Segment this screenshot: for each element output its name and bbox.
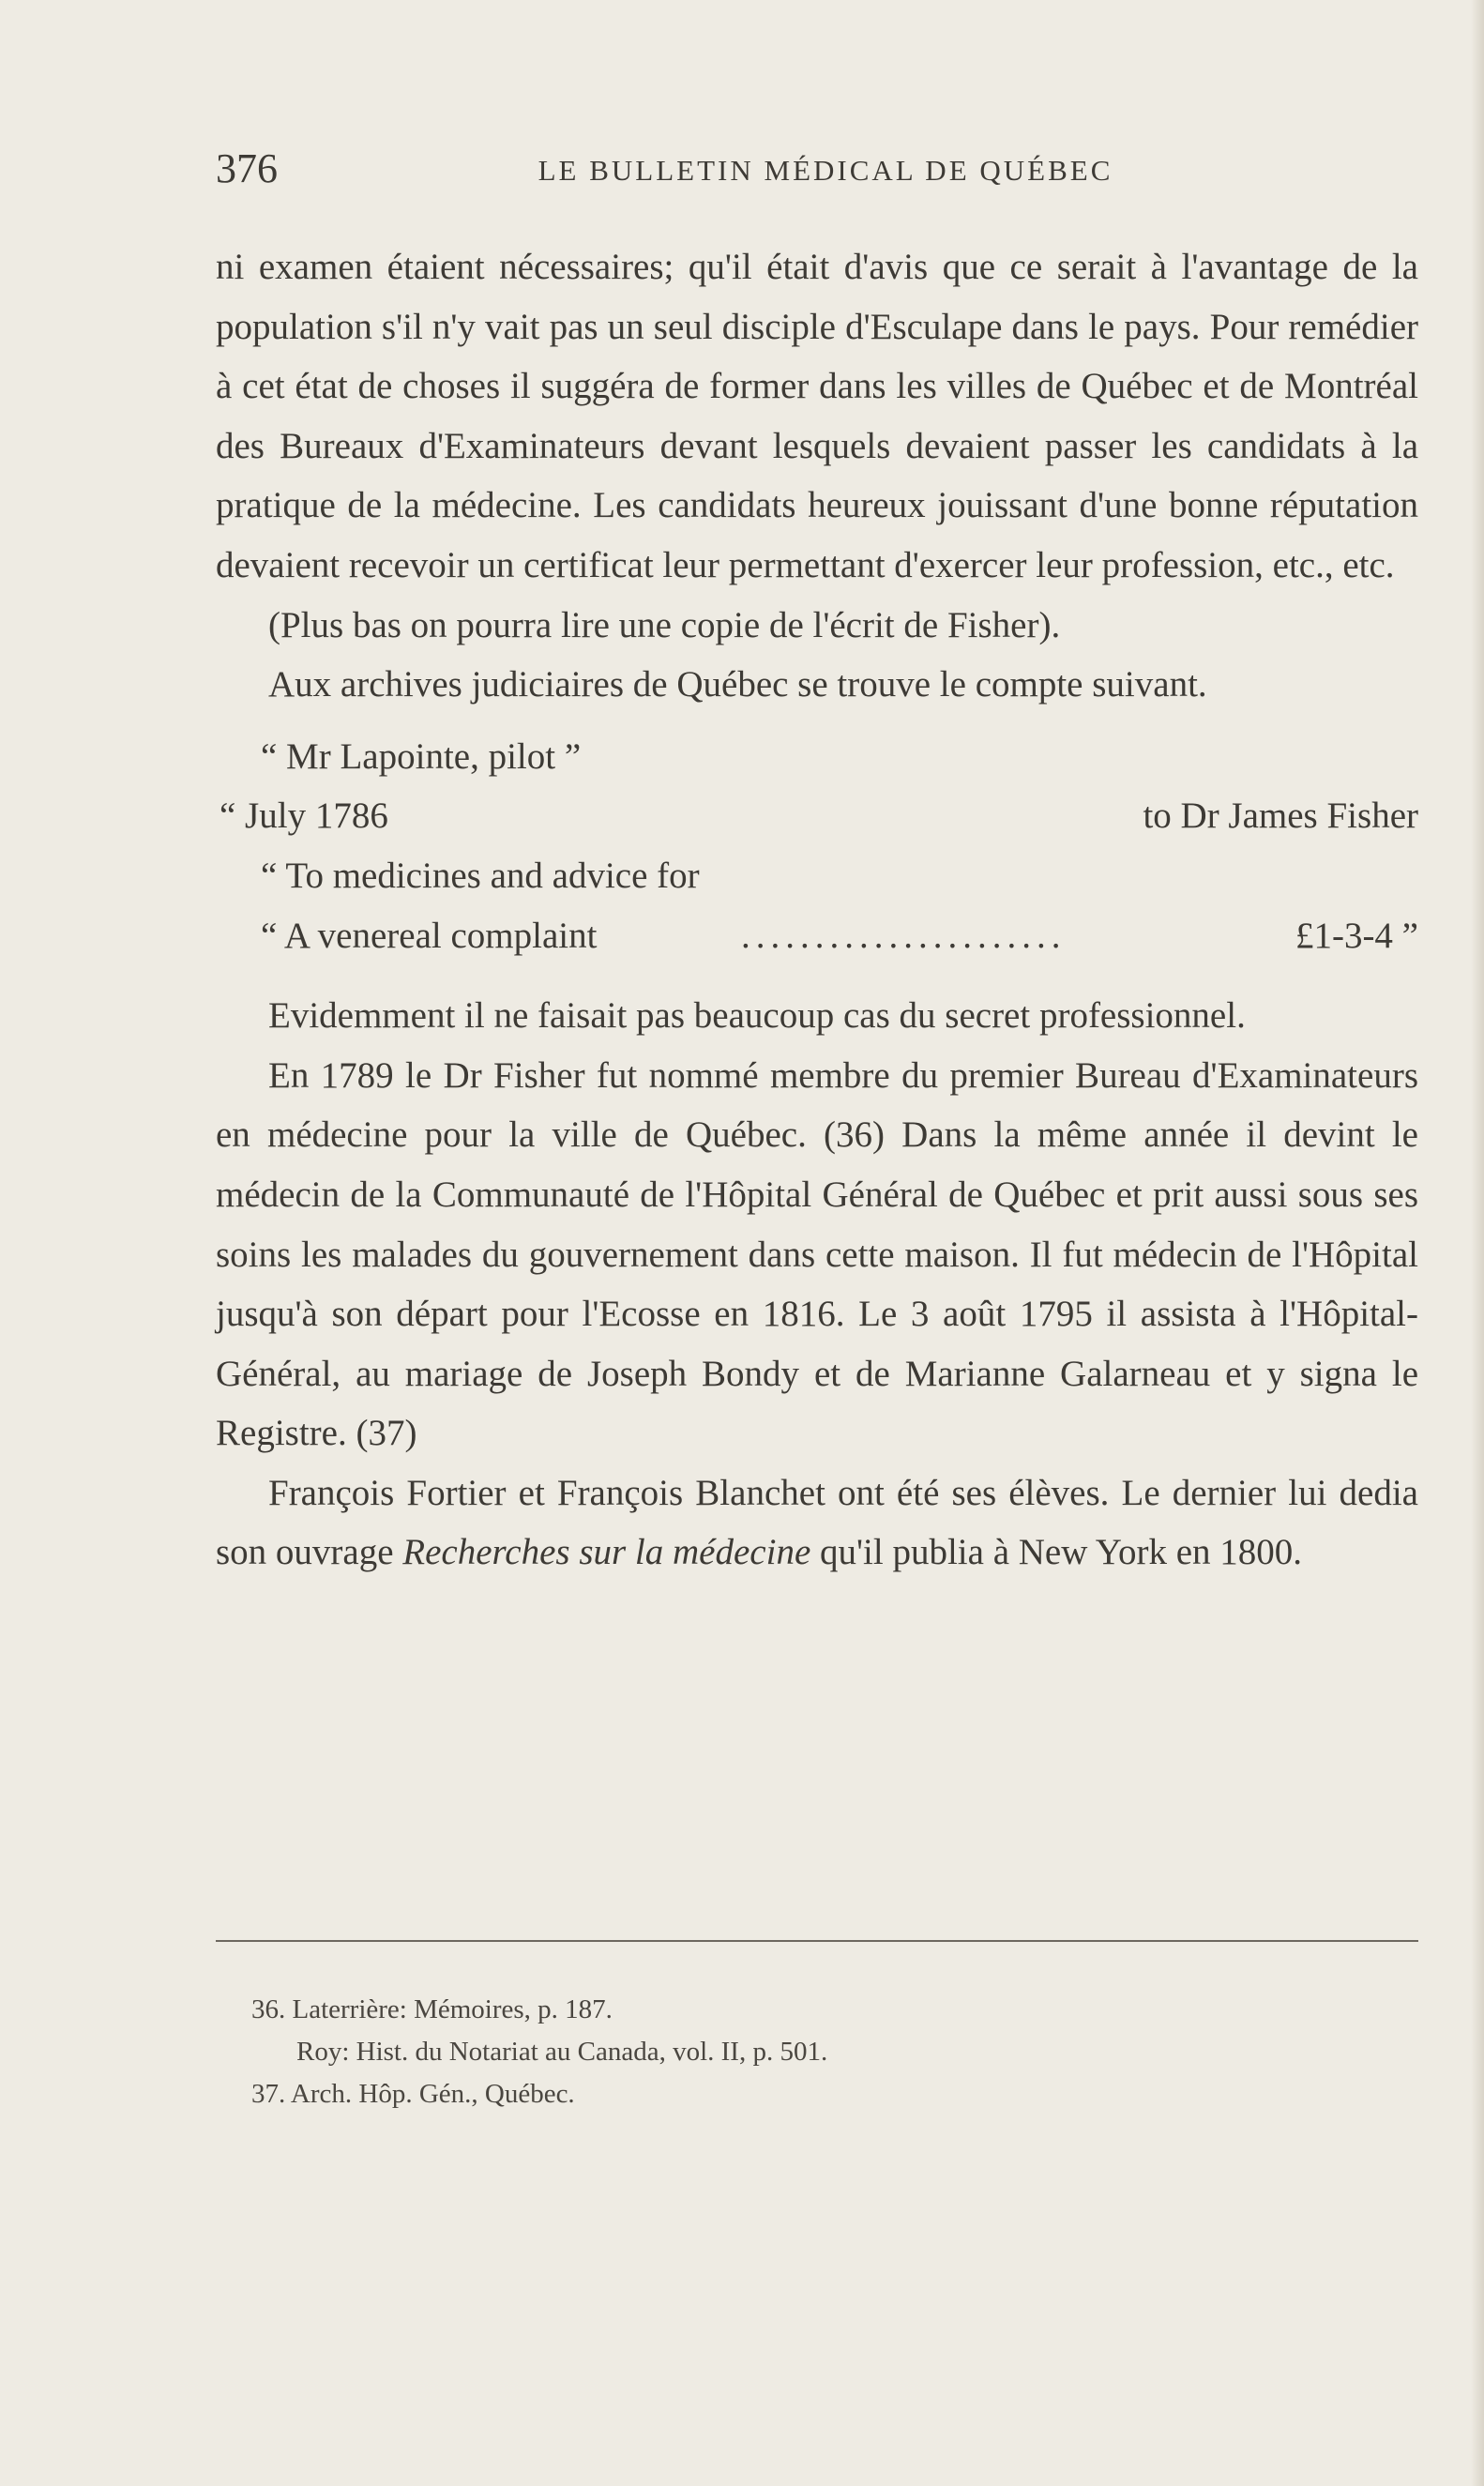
bill-payee: to Dr James Fisher <box>1143 796 1418 837</box>
running-title: LE BULLETIN MÉDICAL DE QUÉBEC <box>538 154 1113 187</box>
bill-date: “ July 1786 <box>220 796 388 837</box>
footnote-37: 37. Arch. Hôp. Gén., Québec. <box>251 2079 575 2109</box>
page-header <box>216 141 1418 197</box>
body-text <box>216 237 1418 1583</box>
bill-row <box>216 727 1418 787</box>
bill-amount: £1-3-4 ” <box>1295 915 1418 956</box>
bill-leader-dots: ...................... <box>741 915 1067 956</box>
paragraph-1789: En 1789 le Dr Fisher fut nommé membre du premier Bureau d'Examinateurs en médecine pour la ville de Québec. (36) Dans la même année il devint le médecin de la Communauté de l'Hôpital Général de Québec et prit aussi sous ses soins les malades du gouvernement dans cette maison. Il fut médecin de l'Hôpital jusqu'à son départ pour l'Ecosse en 1816. Le 3 août 1795 il assista à l'Hôpital-Général, au mariage de Joseph Bondy et de Marianne Galarneau et y signa le Registre. (37) <box>216 1054 1418 1454</box>
page-number: 376 <box>216 145 278 191</box>
paragraph-continued: ni examen étaient nécessaires; qu'il était d'avis que ce serait à l'avantage de la population s'il n'y vait pas un seul disciple d'Esculape dans le pays. Pour remédier à cet état de choses il suggéra de former dans les villes de Québec et de Montréal des Bureaux d'Examinateurs devant lesquels devaient passer les candidats à la pratique de la médecine. Les candidats heureux jouissant d'une bonne réputation devaient recevoir un certificat leur permettant d'exercer leur profession, etc., etc. <box>216 247 1418 585</box>
page-edge-shadow <box>1471 0 1484 2486</box>
footnote-36: 36. Laterrière: Mémoires, p. 187. <box>251 1994 613 2024</box>
spacer <box>216 715 1418 727</box>
bill-client: “ Mr Lapointe, pilot ” <box>261 735 582 777</box>
bill-row <box>216 906 1418 966</box>
footnote-rule <box>216 1940 1418 1942</box>
account-bill <box>216 727 1418 965</box>
footnote-36-continued: Roy: Hist. du Notariat au Canada, vol. II, p. 501. <box>296 2037 828 2067</box>
bill-row <box>216 846 1418 906</box>
paragraph-students-end: qu'il publia à New York en 1800. <box>820 1532 1303 1573</box>
bill-item: “ To medicines and advice for <box>261 855 700 896</box>
spacer <box>216 965 1418 986</box>
footnotes <box>251 1989 1283 2115</box>
paragraph-fisher-note: (Plus bas on pourra lire une copie de l'écrit de Fisher). <box>268 604 1061 645</box>
bill-item-detail: “ A venereal complaint <box>261 915 598 956</box>
book-title: Recherches sur la médecine <box>402 1532 811 1573</box>
paragraph-students-text: François Fortier et François Blanchet ont été ses élèves. Le dernier lui dedia son ouvrage <box>216 1472 1418 1573</box>
paragraph-secret: Evidemment il ne faisait pas beaucoup cas du secret professionnel. <box>268 995 1246 1037</box>
paragraph-archives: Aux archives judiciaires de Québec se trouve le compte suivant. <box>268 664 1207 705</box>
bill-row <box>216 786 1418 846</box>
paragraph-students <box>216 1463 1418 1583</box>
